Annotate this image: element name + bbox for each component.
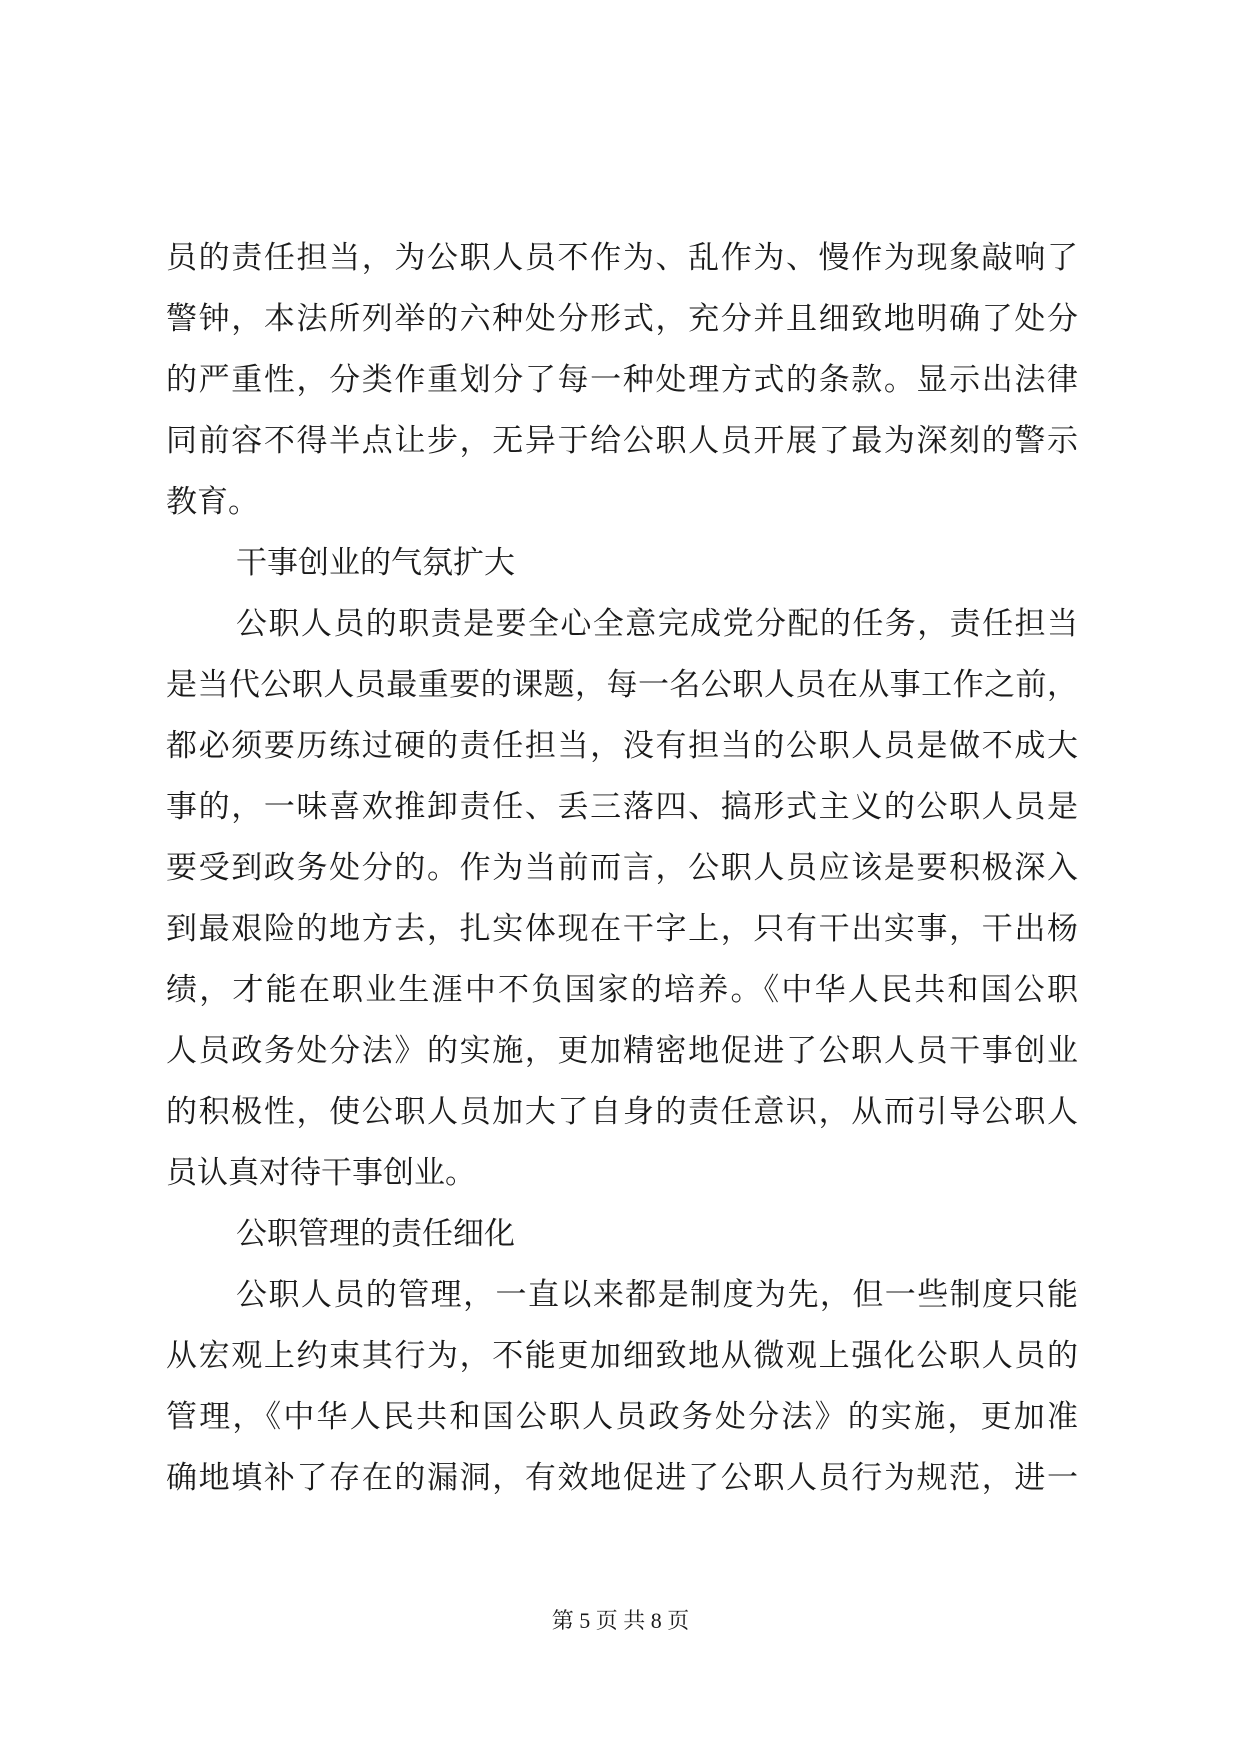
paragraph-line: 同前容不得半点让步，无异于给公职人员开展了最为深刻的警示 xyxy=(166,423,1078,459)
section-heading: 公职管理的责任细化 xyxy=(236,1216,515,1252)
paragraph-line: 的积极性，使公职人员加大了自身的责任意识，从而引导公职人 xyxy=(166,1094,1078,1130)
paragraph-line: 管理，《中华人民共和国公职人员政务处分法》的实施，更加准 xyxy=(166,1399,1078,1435)
section-heading: 干事创业的气氛扩大 xyxy=(236,545,515,581)
paragraph-line: 教育。 xyxy=(166,484,259,520)
paragraph-line: 员的责任担当，为公职人员不作为、乱作为、慢作为现象敲响了 xyxy=(166,240,1078,276)
paragraph-line: 到最艰险的地方去，扎实体现在干字上，只有干出实事，干出杨 xyxy=(166,911,1078,947)
page-footer: 第 5 页 共 8 页 xyxy=(551,1608,690,1633)
paragraph-line: 公职人员的职责是要全心全意完成党分配的任务，责任担当 xyxy=(236,606,1078,642)
paragraph-line: 人员政务处分法》的实施，更加精密地促进了公职人员干事创业 xyxy=(166,1033,1078,1069)
paragraph-line: 警钟，本法所列举的六种处分形式，充分并且细致地明确了处分 xyxy=(166,301,1078,337)
paragraph-line: 绩，才能在职业生涯中不负国家的培养。《中华人民共和国公职 xyxy=(166,972,1078,1008)
paragraph-line: 都必须要历练过硬的责任担当，没有担当的公职人员是做不成大 xyxy=(166,728,1078,764)
paragraph-line: 要受到政务处分的。作为当前而言，公职人员应该是要积极深入 xyxy=(166,850,1078,886)
paragraph-line: 员认真对待干事创业。 xyxy=(166,1155,476,1191)
document-body xyxy=(166,228,1078,1509)
paragraph-line: 的严重性，分类作重划分了每一种处理方式的条款。显示出法律 xyxy=(166,362,1078,398)
paragraph-line: 事的，一味喜欢推卸责任、丢三落四、搞形式主义的公职人员是 xyxy=(166,789,1078,825)
paragraph-line: 从宏观上约束其行为，不能更加细致地从微观上强化公职人员的 xyxy=(166,1338,1078,1374)
paragraph-line: 确地填补了存在的漏洞，有效地促进了公职人员行为规范，进一 xyxy=(166,1460,1078,1496)
paragraph-line: 公职人员的管理，一直以来都是制度为先，但一些制度只能 xyxy=(236,1277,1078,1313)
paragraph-line: 是当代公职人员最重要的课题，每一名公职人员在从事工作之前， xyxy=(166,667,1078,703)
